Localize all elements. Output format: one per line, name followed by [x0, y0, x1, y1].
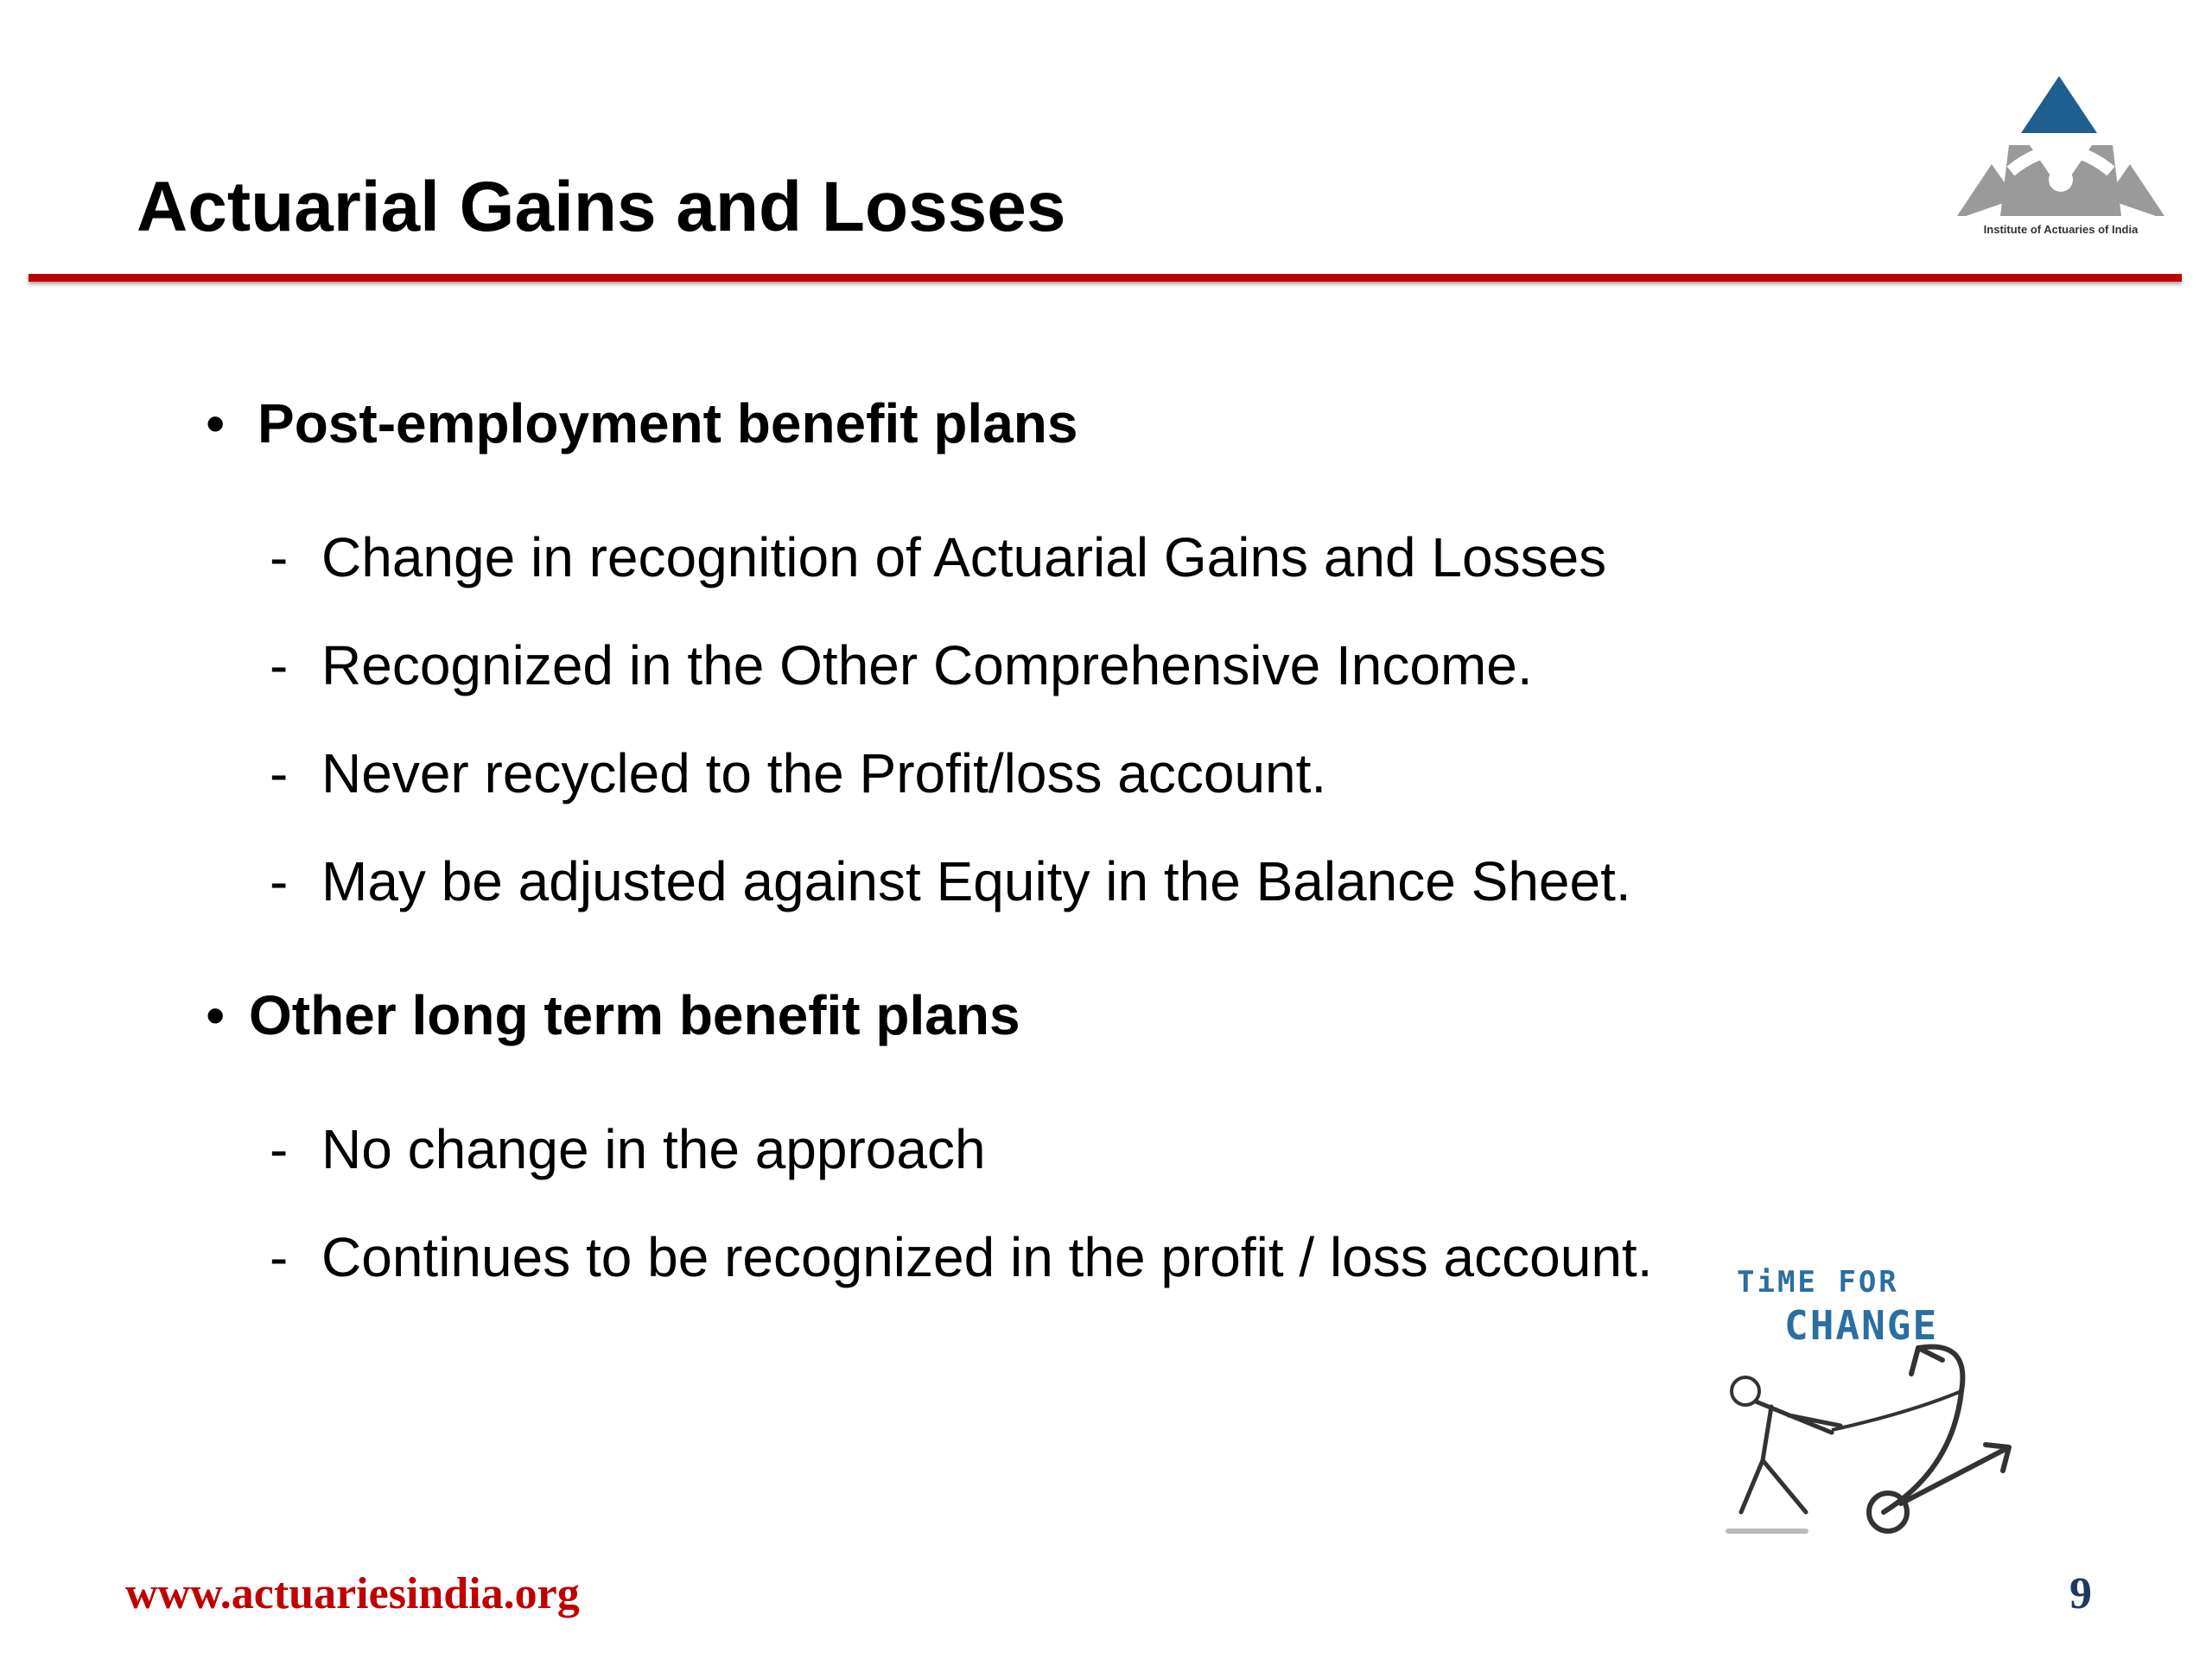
- list-item: - No change in the approach: [270, 1115, 986, 1184]
- dash-icon: -: [270, 1118, 289, 1180]
- stick-figure-icon: [1741, 1402, 1840, 1512]
- bullet-icon: •: [206, 984, 226, 1046]
- arrow-right-icon: [1901, 1445, 2009, 1503]
- bullet-heading: • Post-employment benefit plans: [206, 389, 1077, 458]
- logo-caption: Institute of Actuaries of India: [1983, 223, 2139, 236]
- time-for-change-illustration: [1711, 1253, 2039, 1555]
- list-item: - Never recycled to the Profit/loss account.: [270, 739, 1326, 808]
- list-item: - Recognized in the Other Comprehensive Income.: [270, 631, 1533, 700]
- dash-icon: -: [270, 850, 289, 912]
- curved-arrow-icon: [1884, 1347, 1962, 1512]
- dash-icon: -: [270, 634, 289, 696]
- bullet-icon: •: [206, 392, 226, 454]
- illustration-line2: CHANGE: [1784, 1302, 1939, 1349]
- slide-title: Actuarial Gains and Losses: [137, 168, 1066, 246]
- illustration-line1: TiME FOR: [1737, 1265, 1899, 1300]
- institute-logo-icon: [1948, 69, 2173, 223]
- title-divider: [29, 274, 2182, 282]
- list-item: - May be adjusted against Equity in the Balance Sheet.: [270, 847, 1631, 916]
- dash-icon: -: [270, 1226, 289, 1288]
- footer-url[interactable]: www.actuariesindia.org: [125, 1569, 580, 1618]
- page-number: 9: [2069, 1569, 2092, 1618]
- dash-icon: -: [270, 526, 289, 588]
- institute-logo: [1948, 69, 2173, 251]
- bullet-heading: • Other long term benefit plans: [206, 981, 1020, 1050]
- list-item: - Change in recognition of Actuarial Gains and Losses: [270, 523, 1606, 592]
- list-item: - Continues to be recognized in the profit / loss account.: [270, 1223, 1652, 1292]
- rope-icon: [1832, 1391, 1961, 1430]
- dash-icon: -: [270, 742, 289, 804]
